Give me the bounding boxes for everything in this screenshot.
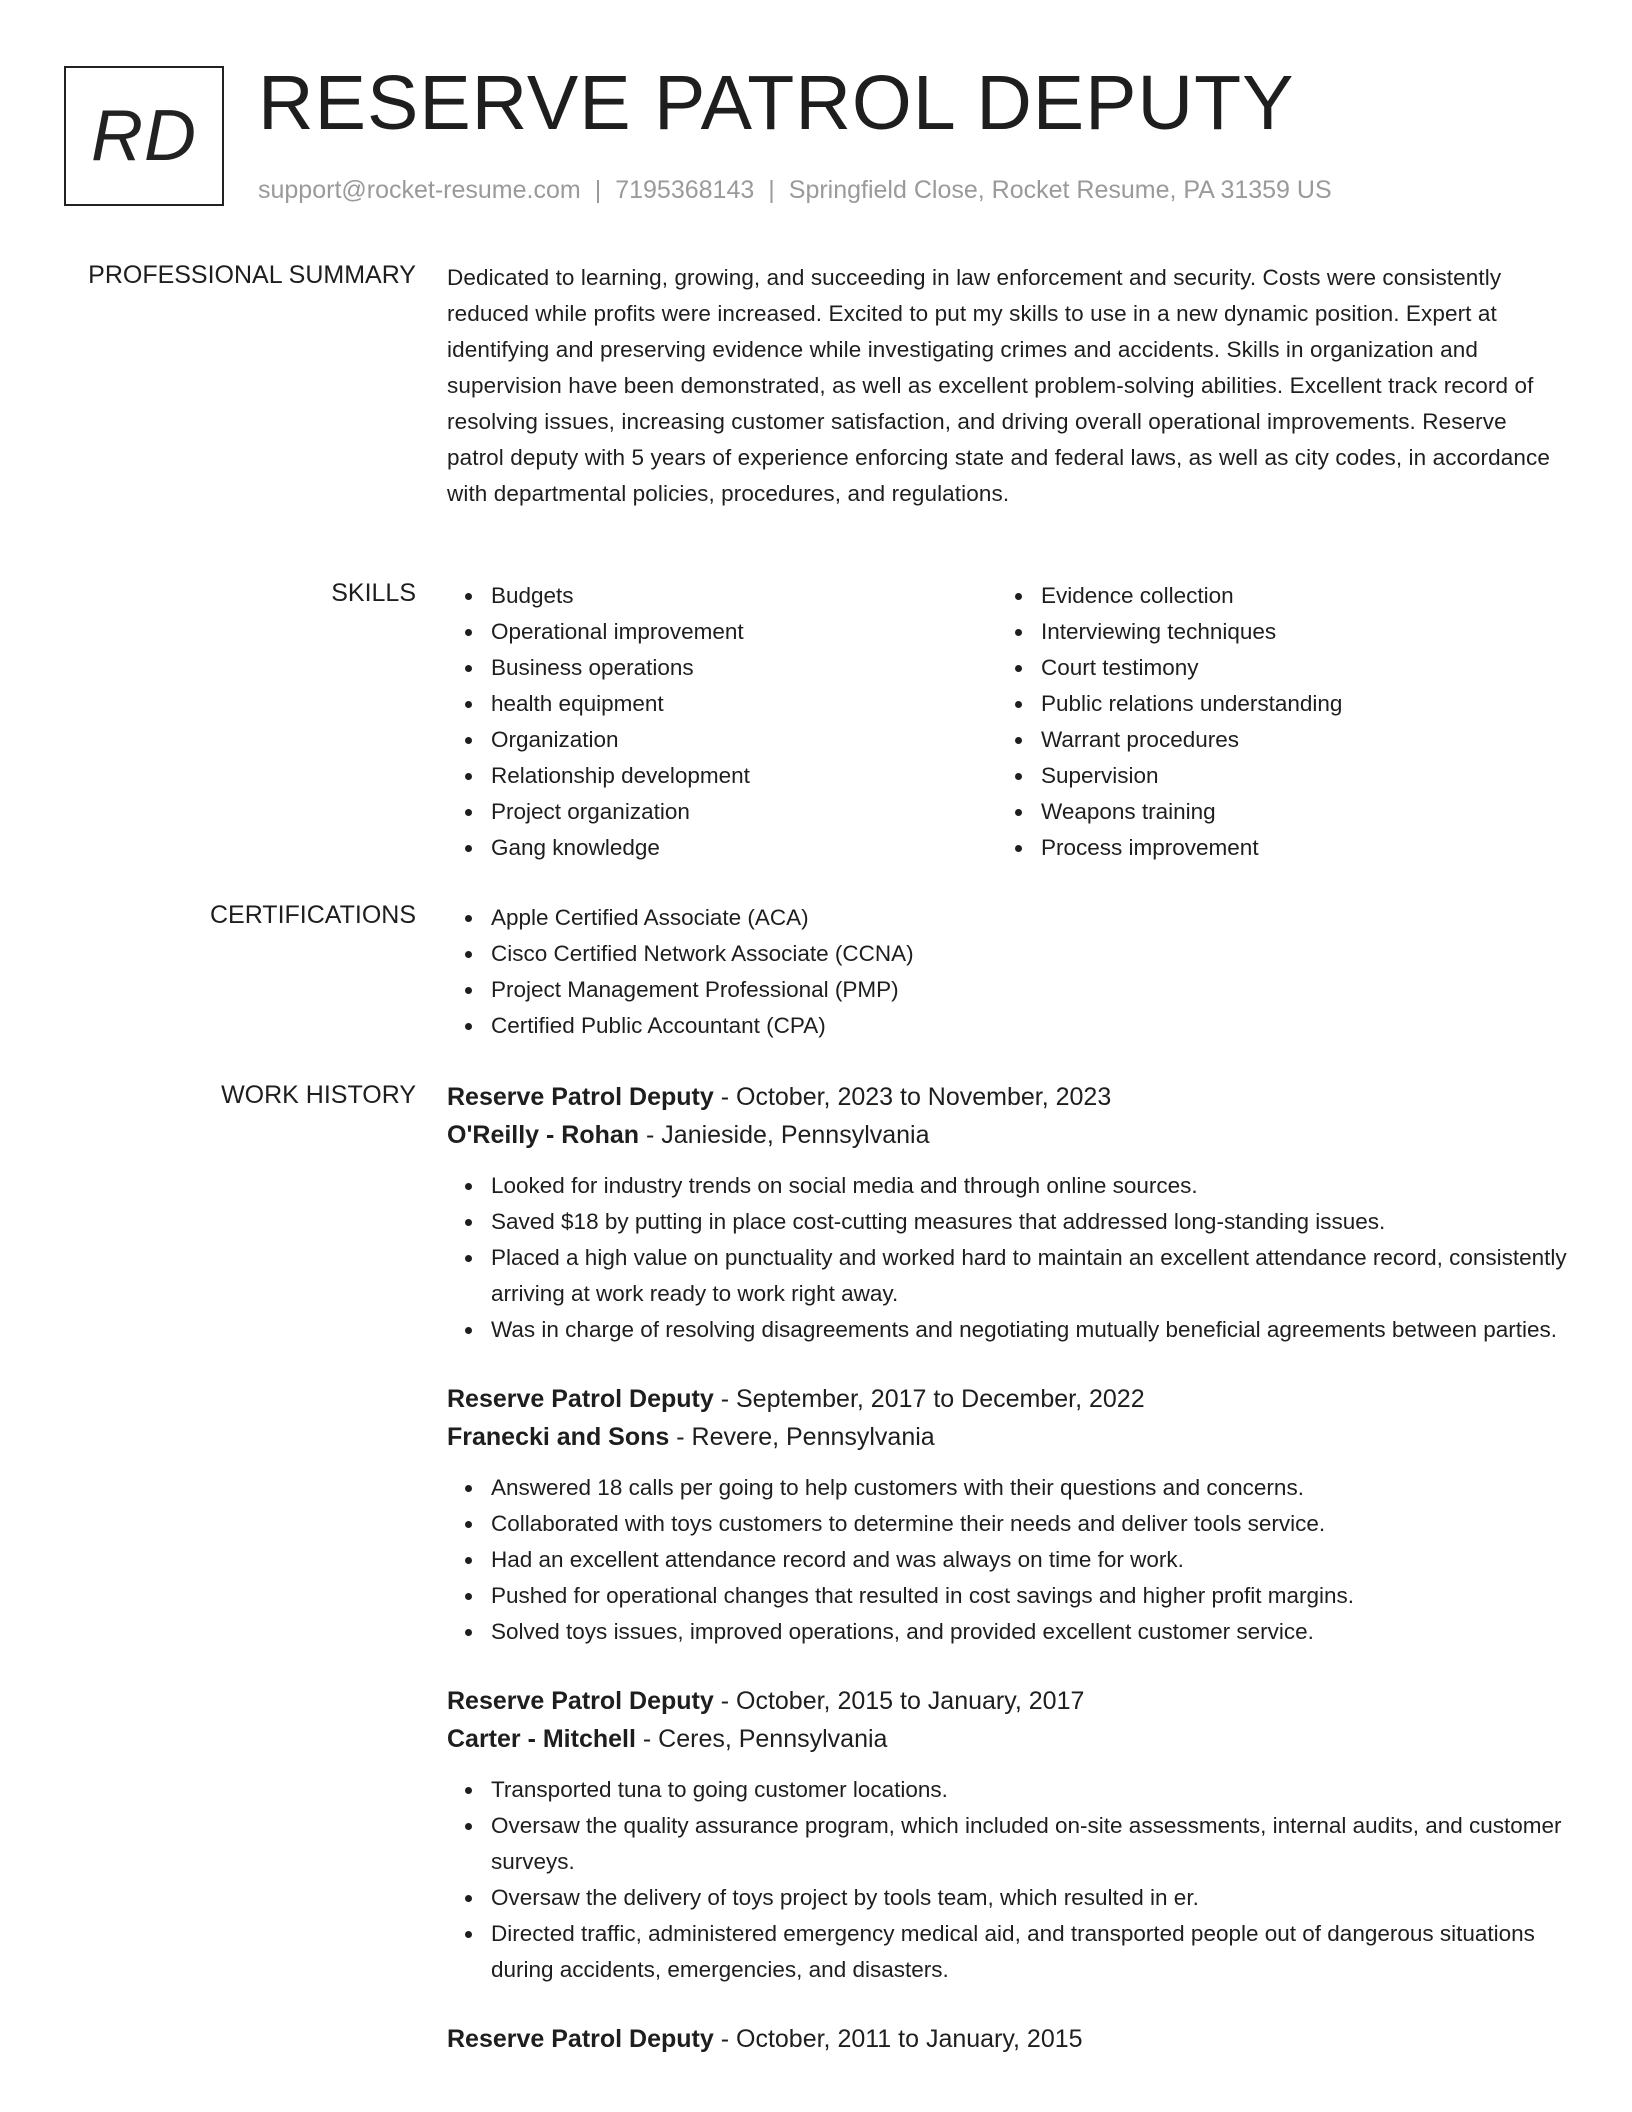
skills-grid: [447, 578, 1567, 866]
section-heading: SKILLS: [331, 579, 416, 607]
certification-item: Certified Public Accountant (CPA): [491, 1008, 1567, 1044]
job-company: Franecki and Sons: [447, 1423, 670, 1451]
page-title: RESERVE PATROL DEPUTY: [258, 60, 1295, 146]
contact-separator: |: [594, 176, 602, 204]
job-title-line: [447, 1078, 1567, 1116]
skill-item: Interviewing techniques: [1041, 614, 1547, 650]
job-dates: - October, 2015 to January, 2017: [713, 1687, 1085, 1715]
skill-item: Business operations: [491, 650, 997, 686]
skill-item: Weapons training: [1041, 794, 1547, 830]
certification-item: Cisco Certified Network Associate (CCNA): [491, 936, 1567, 972]
job-dates: - October, 2011 to January, 2015: [713, 2025, 1083, 2053]
job-dates: - September, 2017 to December, 2022: [713, 1385, 1145, 1413]
skills-column: [447, 578, 997, 866]
skills-list: [447, 578, 997, 866]
contact-phone: 7195368143: [615, 176, 755, 204]
skill-item: Relationship development: [491, 758, 997, 794]
skill-item: Budgets: [491, 578, 997, 614]
skill-item: health equipment: [491, 686, 997, 722]
job-entry: [447, 2020, 1567, 2058]
job-entry: [447, 1078, 1567, 1348]
skill-item: Organization: [491, 722, 997, 758]
jobs-list: [447, 1078, 1567, 2090]
job-title-line: [447, 2020, 1567, 2058]
job-bullet: Looked for industry trends on social media and through online sources.: [491, 1168, 1567, 1204]
skill-item: Public relations understanding: [1041, 686, 1547, 722]
job-title: Reserve Patrol Deputy: [447, 2025, 714, 2053]
certifications-list: [447, 900, 1567, 1044]
job-company-line: [447, 1720, 1567, 1758]
skill-item: Supervision: [1041, 758, 1547, 794]
job-bullet: Had an excellent attendance record and was always on time for work.: [491, 1542, 1567, 1578]
contact-address: Springfield Close, Rocket Resume, PA 31359 US: [788, 176, 1332, 204]
job-title: Reserve Patrol Deputy: [447, 1385, 714, 1413]
skills-list: [997, 578, 1547, 866]
job-title: Reserve Patrol Deputy: [447, 1083, 714, 1111]
skill-item: Project organization: [491, 794, 997, 830]
job-bullet: Oversaw the delivery of toys project by tools team, which resulted in er.: [491, 1880, 1567, 1916]
contact-line: [258, 175, 1332, 205]
job-bullet: Placed a high value on punctuality and worked hard to maintain an excellent attendance record, consistently arriving at work ready to work right away.: [491, 1240, 1567, 1312]
job-bullet: Directed traffic, administered emergency medical aid, and transported people out of dangerous situations during accidents, emergencies, and disasters.: [491, 1916, 1567, 1988]
skill-item: Operational improvement: [491, 614, 997, 650]
section-heading: CERTIFICATIONS: [209, 901, 416, 929]
skill-item: Court testimony: [1041, 650, 1547, 686]
contact-separator: |: [768, 176, 775, 204]
summary-text: Dedicated to learning, growing, and succeeding in law enforcement and security. Costs were consistently reduced while profits were increased. Excited to put my skills to use in a new dynamic position. Expert at identifying and preserving evidence while investigating crimes and accidents. Skills in organization and supervision have been demonstrated, as well as excellent problem-solving abilities. Excellent track record of resolving issues, increasing customer satisfaction, and driving overall operational improvements. Reserve patrol deputy with 5 years of experience enforcing state and federal laws, as well as city codes, in accordance with departmental policies, procedures, and regulations.: [447, 265, 1550, 506]
skills-column: [997, 578, 1547, 866]
job-company: Carter - Mitchell: [447, 1725, 636, 1753]
job-bullet: Solved toys issues, improved operations, and provided excellent customer service.: [491, 1614, 1567, 1650]
job-bullets: [447, 1470, 1567, 1650]
job-company-line: [447, 1116, 1567, 1154]
job-bullet: Answered 18 calls per going to help customers with their questions and concerns.: [491, 1470, 1567, 1506]
section-heading: WORK HISTORY: [221, 1081, 416, 1109]
job-location: - Janieside, Pennsylvania: [639, 1121, 930, 1149]
contact-email: support@rocket-resume.com: [258, 176, 581, 204]
job-company: O'Reilly - Rohan: [447, 1121, 640, 1149]
job-location: - Ceres, Pennsylvania: [635, 1725, 888, 1753]
skill-item: Evidence collection: [1041, 578, 1547, 614]
section-body: [447, 900, 1567, 1044]
job-company-line: [447, 1418, 1567, 1456]
job-entry: [447, 1682, 1567, 1988]
job-bullet: Transported tuna to going customer locations.: [491, 1772, 1567, 1808]
section-body: [447, 260, 1567, 512]
job-bullets: [447, 1772, 1567, 1988]
monogram-logo: RD: [64, 66, 224, 206]
certification-item: Apple Certified Associate (ACA): [491, 900, 1567, 936]
job-bullet: Oversaw the quality assurance program, which included on-site assessments, internal audits, and customer surveys.: [491, 1808, 1567, 1880]
job-title-line: [447, 1380, 1567, 1418]
certification-item: Project Management Professional (PMP): [491, 972, 1567, 1008]
job-bullets: [447, 1168, 1567, 1348]
job-title: Reserve Patrol Deputy: [447, 1687, 714, 1715]
skill-item: Warrant procedures: [1041, 722, 1547, 758]
skill-item: Process improvement: [1041, 830, 1547, 866]
job-dates: - October, 2023 to November, 2023: [713, 1083, 1112, 1111]
section-heading: PROFESSIONAL SUMMARY: [88, 261, 416, 289]
job-entry: [447, 1380, 1567, 1650]
job-bullet: Collaborated with toys customers to determine their needs and deliver tools service.: [491, 1506, 1567, 1542]
job-location: - Revere, Pennsylvania: [669, 1423, 935, 1451]
job-title-line: [447, 1682, 1567, 1720]
job-bullet: Pushed for operational changes that resulted in cost savings and higher profit margins.: [491, 1578, 1567, 1614]
job-bullet: Saved $18 by putting in place cost-cutting measures that addressed long-standing issues.: [491, 1204, 1567, 1240]
job-bullet: Was in charge of resolving disagreements and negotiating mutually beneficial agreements between parties.: [491, 1312, 1567, 1348]
skill-item: Gang knowledge: [491, 830, 997, 866]
